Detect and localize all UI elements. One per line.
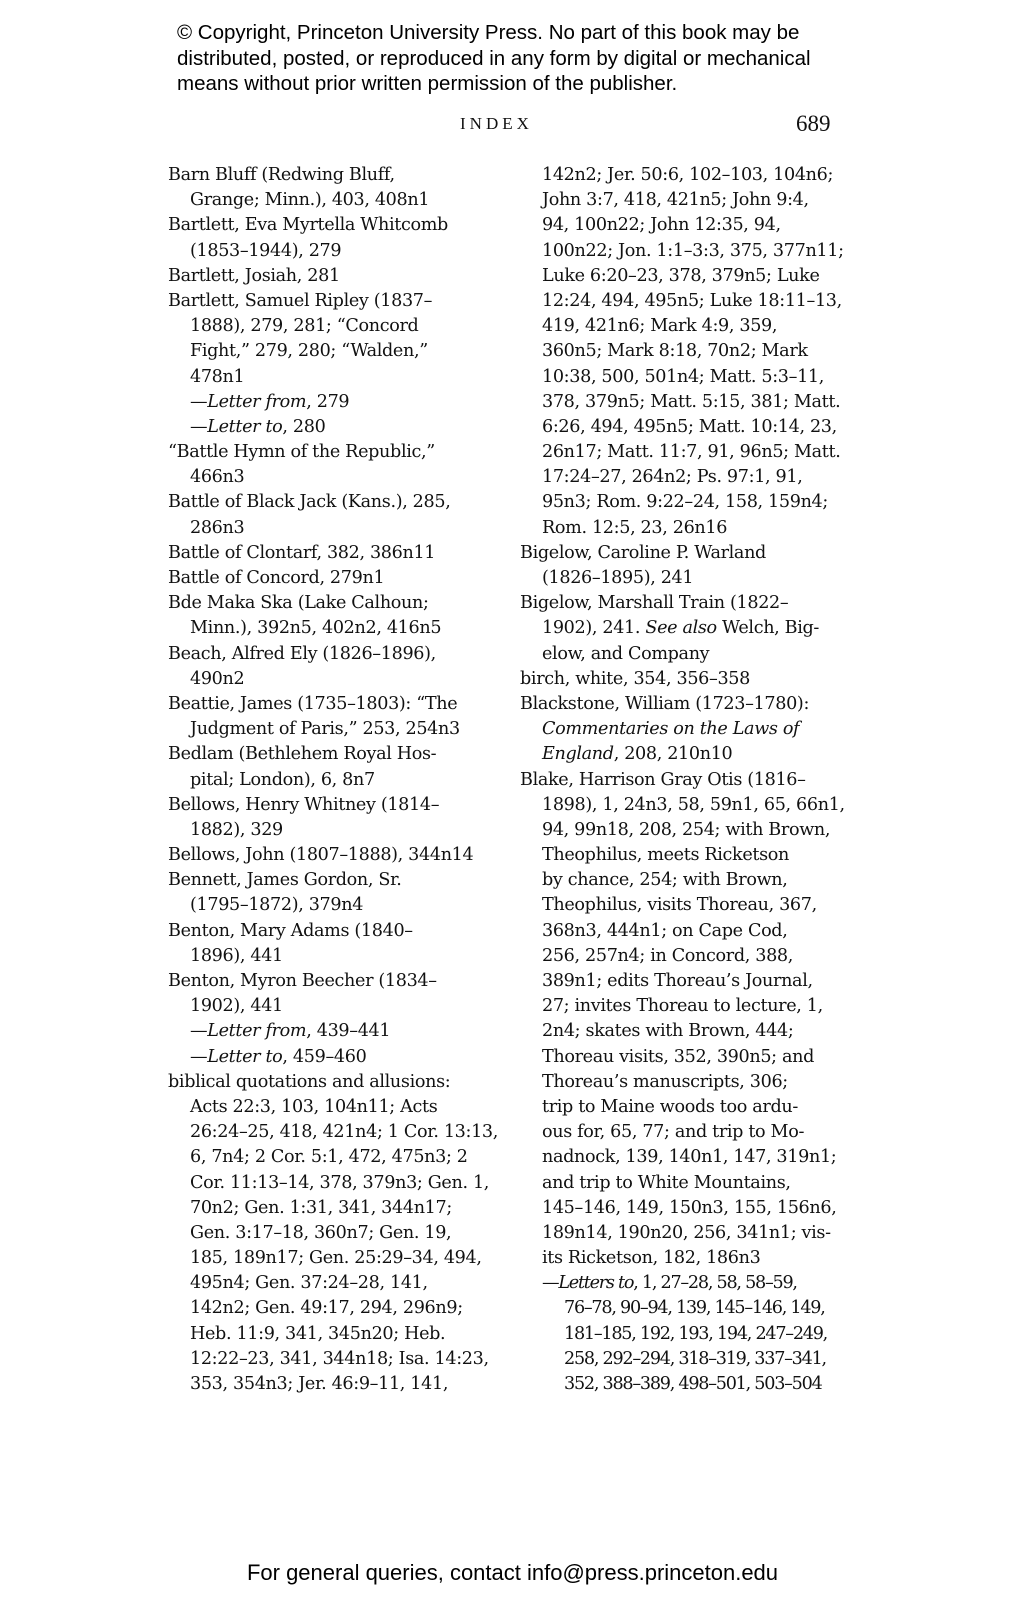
index-text: 490n2 — [190, 668, 245, 689]
index-line — [520, 566, 850, 591]
index-line — [168, 969, 498, 994]
index-text: 26:24–25, 418, 421n4; 1 Cor. 13:13, — [190, 1122, 499, 1143]
index-line — [520, 793, 850, 818]
index-line — [168, 415, 498, 440]
page-number: 689 — [796, 111, 831, 136]
index-text: 495n4; Gen. 37:24–28, 141, — [190, 1273, 428, 1294]
index-line — [168, 365, 498, 390]
index-text: “Battle Hymn of the Republic,” — [168, 442, 435, 463]
index-text: 1902), 241. — [542, 618, 646, 639]
index-text: Bigelow, Marshall Train (1822– — [520, 593, 789, 614]
index-line — [520, 818, 850, 843]
index-line — [168, 490, 498, 515]
index-line — [168, 717, 498, 742]
index-line — [520, 642, 850, 667]
index-line — [520, 1271, 850, 1296]
index-line — [168, 1322, 498, 1347]
index-text: — — [190, 1021, 208, 1042]
index-text: Benton, Myron Beecher (1834– — [168, 971, 437, 991]
index-text: Thoreau visits, 352, 390n5; and — [542, 1046, 815, 1067]
index-line — [168, 213, 498, 238]
index-text: (1795–1872), 379n4 — [190, 895, 364, 916]
italic-text: Letters to — [558, 1273, 634, 1294]
index-line — [520, 893, 850, 918]
index-text: Theophilus, meets Ricketson — [542, 845, 790, 866]
index-text: Bellows, Henry Whitney (1814– — [168, 794, 440, 815]
index-text: , 1, 27–28, 58, 58–59, — [633, 1273, 797, 1294]
index-text: 12:24, 494, 495n5; Luke 18:11–13, — [542, 290, 842, 311]
index-line — [520, 541, 850, 566]
index-text: Bartlett, Eva Myrtella Whitcomb — [168, 215, 448, 236]
index-line — [168, 793, 498, 818]
copyright-line: distributed, posted, or reproduced in any form by digital or mechanical — [177, 46, 811, 70]
index-text: , 280 — [282, 416, 326, 437]
index-text: trip to Maine woods too ardu- — [542, 1096, 798, 1117]
index-line — [520, 1120, 850, 1145]
index-line — [520, 919, 850, 944]
index-line — [168, 919, 498, 944]
index-line — [168, 1296, 498, 1321]
index-line — [520, 516, 850, 541]
index-line — [520, 365, 850, 390]
index-line — [520, 969, 850, 994]
index-line — [168, 163, 498, 188]
index-text: 27; invites Thoreau to lecture, 1, — [542, 996, 823, 1017]
index-text: 189n14, 190n20, 256, 341n1; vis- — [542, 1222, 831, 1243]
index-line — [520, 440, 850, 465]
index-text: Beach, Alfred Ely (1826–1896), — [168, 643, 436, 664]
index-text: (1853–1944), 279 — [190, 240, 342, 261]
index-line — [520, 1221, 850, 1246]
index-text: 76–78, 90–94, 139, 145–146, 149, — [564, 1298, 825, 1319]
index-line — [168, 742, 498, 767]
italic-text: Commentaries on the Laws of — [542, 719, 800, 740]
index-text: 258, 292–294, 318–319, 337–341, — [564, 1348, 826, 1369]
index-line — [168, 843, 498, 868]
index-text: Bellows, John (1807–1888), 344n14 — [168, 845, 474, 866]
index-column-right — [520, 163, 850, 1397]
index-line — [520, 591, 850, 616]
index-text: (1826–1895), 241 — [542, 568, 694, 588]
index-line — [168, 1221, 498, 1246]
index-line — [520, 1372, 850, 1397]
index-line — [520, 1296, 850, 1321]
index-line — [168, 768, 498, 793]
italic-text: See also — [645, 618, 717, 639]
index-text: 256, 257n4; in Concord, 388, — [542, 945, 794, 966]
index-text: Bde Maka Ska (Lake Calhoun; — [168, 593, 429, 614]
index-line — [168, 994, 498, 1019]
index-text: Cor. 11:13–14, 378, 379n3; Gen. 1, — [190, 1172, 490, 1193]
index-text: and trip to White Mountains, — [542, 1172, 791, 1193]
index-line — [168, 239, 498, 264]
index-text: Battle of Clontarf, 382, 386n11 — [168, 542, 436, 563]
index-text: — — [190, 416, 208, 437]
index-line — [168, 1070, 498, 1095]
index-text: — — [190, 391, 208, 412]
index-line — [168, 1271, 498, 1296]
index-text: , 208, 210n10 — [613, 744, 733, 765]
index-line — [168, 264, 498, 289]
index-text: Theophilus, visits Thoreau, 367, — [542, 895, 817, 916]
index-text: Thoreau’s manuscripts, 306; — [542, 1071, 788, 1092]
index-text: 145–146, 149, 150n3, 155, 156n6, — [542, 1197, 837, 1218]
copyright-notice — [177, 20, 897, 97]
index-line — [520, 742, 850, 767]
index-line — [168, 818, 498, 843]
index-line — [168, 667, 498, 692]
index-text: John 3:7, 418, 421n5; John 9:4, — [542, 190, 809, 211]
index-text: Bedlam (Bethlehem Royal Hos- — [168, 744, 437, 765]
index-text: Bartlett, Samuel Ripley (1837– — [168, 290, 433, 311]
index-line — [520, 667, 850, 692]
index-text: 142n2; Gen. 49:17, 294, 296n9; — [190, 1298, 463, 1319]
index-text: 70n2; Gen. 1:31, 341, 344n17; — [190, 1197, 452, 1218]
index-line — [520, 289, 850, 314]
index-text: — — [190, 1046, 208, 1067]
index-line — [168, 516, 498, 541]
index-line — [168, 1019, 498, 1044]
index-line — [168, 944, 498, 969]
index-line — [168, 541, 498, 566]
index-text: 142n2; Jer. 50:6, 102–103, 104n6; — [542, 165, 834, 185]
index-line — [168, 616, 498, 641]
index-text: Fight,” 279, 280; “Walden,” — [190, 341, 428, 362]
index-text: 466n3 — [190, 467, 245, 488]
italic-text: England — [542, 744, 614, 765]
index-text: 100n22; Jon. 1:1–3:3, 375, 377n11; — [542, 240, 844, 261]
index-line — [520, 1171, 850, 1196]
index-line — [520, 1246, 850, 1271]
index-line — [168, 1095, 498, 1120]
index-text: Benton, Mary Adams (1840– — [168, 920, 413, 941]
index-text: 94, 99n18, 208, 254; with Brown, — [542, 819, 831, 840]
index-text: 26n17; Matt. 11:7, 91, 96n5; Matt. — [542, 442, 841, 463]
index-line — [520, 1045, 850, 1070]
index-text: 1896), 441 — [190, 945, 283, 966]
index-line — [520, 163, 850, 188]
italic-text: Letter from — [207, 1021, 307, 1042]
index-text: its Ricketson, 182, 186n3 — [542, 1248, 761, 1269]
index-line — [168, 1145, 498, 1170]
copyright-line: © Copyright, Princeton University Press. No part of this book may be — [177, 21, 800, 44]
index-text: 378, 379n5; Matt. 5:15, 381; Matt. — [542, 391, 841, 412]
index-text: 1898), 1, 24n3, 58, 59n1, 65, 66n1, — [542, 794, 845, 815]
index-line — [168, 1171, 498, 1196]
index-line — [520, 1145, 850, 1170]
index-line — [168, 1372, 498, 1397]
index-line — [520, 264, 850, 289]
index-line — [520, 1196, 850, 1221]
index-text: 6:26, 494, 495n5; Matt. 10:14, 23, — [542, 416, 837, 437]
index-line — [520, 390, 850, 415]
index-line — [520, 465, 850, 490]
index-text: Barn Bluff (Redwing Bluff, — [168, 165, 395, 185]
index-text: ous for, 65, 77; and trip to Mo- — [542, 1122, 805, 1143]
index-column-left — [168, 163, 498, 1397]
index-line — [168, 314, 498, 339]
index-text: 181–185, 192, 193, 194, 247–249, — [564, 1323, 827, 1344]
index-text: Blackstone, William (1723–1780): — [520, 693, 810, 714]
index-text: Gen. 3:17–18, 360n7; Gen. 19, — [190, 1222, 452, 1243]
index-line — [168, 1347, 498, 1372]
index-text: 1882), 329 — [190, 819, 283, 840]
index-line — [168, 642, 498, 667]
index-text: 360n5; Mark 8:18, 70n2; Mark — [542, 341, 808, 362]
copyright-line: means without prior written permission of the publisher. — [177, 72, 678, 95]
index-text: Rom. 12:5, 23, 26n16 — [542, 517, 728, 538]
index-line — [520, 339, 850, 364]
index-text: 12:22–23, 341, 344n18; Isa. 14:23, — [190, 1348, 489, 1369]
index-line — [520, 692, 850, 717]
index-text: Minn.), 392n5, 402n2, 416n5 — [190, 618, 442, 639]
index-line — [520, 314, 850, 339]
index-line — [168, 465, 498, 490]
index-text: — — [542, 1273, 559, 1294]
index-text: Acts 22:3, 103, 104n11; Acts — [190, 1096, 438, 1117]
index-line — [168, 289, 498, 314]
index-text: birch, white, 354, 356–358 — [520, 668, 750, 689]
index-line — [168, 1246, 498, 1271]
index-text: 94, 100n22; John 12:35, 94, — [542, 215, 781, 236]
index-text: 10:38, 500, 501n4; Matt. 5:3–11, — [542, 366, 825, 387]
index-line — [520, 868, 850, 893]
running-head: INDEX — [460, 114, 533, 133]
index-text: Judgment of Paris,” 253, 254n3 — [190, 719, 460, 740]
index-text: 353, 354n3; Jer. 46:9–11, 141, — [190, 1374, 449, 1394]
index-line — [520, 490, 850, 515]
italic-text: Letter to — [207, 416, 283, 437]
index-line — [520, 1019, 850, 1044]
index-line — [520, 213, 850, 238]
index-text: 419, 421n6; Mark 4:9, 359, — [542, 316, 778, 337]
index-text: Grange; Minn.), 403, 408n1 — [190, 190, 430, 211]
index-text: nadnock, 139, 140n1, 147, 319n1; — [542, 1147, 837, 1168]
index-text: 286n3 — [190, 517, 245, 538]
index-text: , 439–441 — [306, 1021, 391, 1042]
index-text: Bartlett, Josiah, 281 — [168, 265, 340, 286]
index-text: 1888), 279, 281; “Concord — [190, 316, 419, 337]
index-text: Heb. 11:9, 341, 345n20; Heb. — [190, 1323, 446, 1344]
index-text: elow, and Company — [542, 643, 710, 664]
footer-contact: For general queries, contact info@press.princeton.edu — [246, 1560, 779, 1585]
index-text: Welch, Big- — [716, 618, 820, 639]
index-text: , 459–460 — [282, 1046, 367, 1067]
index-text: 478n1 — [190, 366, 245, 387]
index-text: 2n4; skates with Brown, 444; — [542, 1021, 794, 1042]
index-line — [168, 692, 498, 717]
index-text: Battle of Concord, 279n1 — [168, 568, 385, 588]
index-line — [520, 944, 850, 969]
index-text: by chance, 254; with Brown, — [542, 870, 788, 891]
index-text: Bennett, James Gordon, Sr. — [168, 870, 402, 891]
index-line — [520, 1347, 850, 1372]
index-text: biblical quotations and allusions: — [168, 1071, 451, 1092]
index-text: 17:24–27, 264n2; Ps. 97:1, 91, — [542, 467, 803, 488]
index-text: Luke 6:20–23, 378, 379n5; Luke — [542, 265, 820, 286]
index-text: 389n1; edits Thoreau’s Journal, — [542, 971, 813, 991]
italic-text: Letter to — [207, 1046, 283, 1067]
index-text: Battle of Black Jack (Kans.), 285, — [168, 492, 451, 513]
index-line — [168, 566, 498, 591]
index-text: pital; London), 6, 8n7 — [190, 769, 375, 790]
index-line — [168, 440, 498, 465]
index-line — [520, 1095, 850, 1120]
index-text: 95n3; Rom. 9:22–24, 158, 159n4; — [542, 492, 828, 513]
index-line — [168, 868, 498, 893]
index-line — [520, 616, 850, 641]
index-line — [168, 1196, 498, 1221]
index-line — [168, 390, 498, 415]
index-line — [520, 1322, 850, 1347]
index-text: 185, 189n17; Gen. 25:29–34, 494, — [190, 1248, 482, 1269]
index-text: 6, 7n4; 2 Cor. 5:1, 472, 475n3; 2 — [190, 1147, 468, 1168]
index-line — [168, 893, 498, 918]
index-text: Blake, Harrison Gray Otis (1816– — [520, 769, 806, 790]
index-line — [168, 188, 498, 213]
index-line — [520, 994, 850, 1019]
index-line — [520, 415, 850, 440]
index-text: , 279 — [306, 391, 350, 412]
index-line — [520, 188, 850, 213]
index-text: Bigelow, Caroline P. Warland — [520, 542, 766, 563]
index-line — [520, 768, 850, 793]
index-line — [168, 1120, 498, 1145]
index-text: 352, 388–389, 498–501, 503–504 — [564, 1374, 822, 1394]
index-text: 1902), 441 — [190, 996, 283, 1017]
index-line — [168, 591, 498, 616]
index-line — [520, 843, 850, 868]
index-line — [520, 717, 850, 742]
index-text: 368n3, 444n1; on Cape Cod, — [542, 920, 788, 941]
italic-text: Letter from — [207, 391, 307, 412]
index-line — [168, 1045, 498, 1070]
index-line — [520, 1070, 850, 1095]
index-line — [520, 239, 850, 264]
index-text: Beattie, James (1735–1803): “The — [168, 693, 458, 714]
index-line — [168, 339, 498, 364]
